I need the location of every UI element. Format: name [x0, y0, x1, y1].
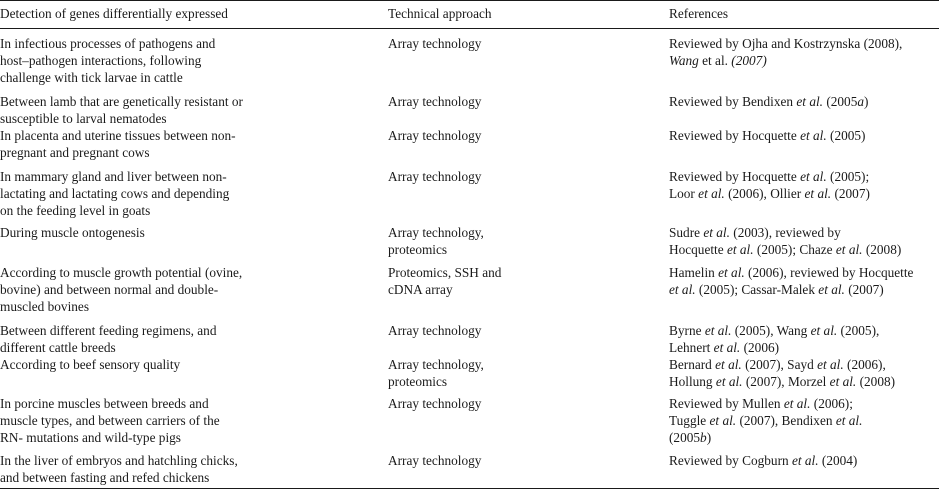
- row-7-references: [669, 322, 939, 356]
- header-references: References: [669, 6, 729, 21]
- row-9-references: [669, 395, 939, 446]
- row-9-genes: In porcine muscles between breeds and muscle types, and between carriers of the RN- mutations and wild-type pigs: [0, 396, 220, 445]
- reference-text: et al.: [800, 169, 827, 184]
- header-rule: [0, 28, 939, 29]
- reference-text: (2007): [844, 282, 884, 297]
- reference-text: (2005); Chaze: [753, 242, 836, 257]
- reference-text: Reviewed by Ojha and Kostrzynska (2008),: [669, 36, 903, 51]
- reference-text: (2005): [826, 128, 866, 143]
- row-4-genes: In mammary gland and liver between non- lactating and lactating cows and depending on the feeding level in goats: [0, 169, 230, 218]
- reference-text: (2006): [740, 340, 780, 355]
- row-3-approach: Array technology: [388, 128, 482, 143]
- row-4-approach: Array technology: [388, 169, 482, 184]
- reference-text: (2007): [727, 53, 767, 68]
- reference-text: (2005: [669, 430, 701, 445]
- reference-text: (2007), Morzel: [742, 374, 830, 389]
- reference-text: Reviewed by Cogburn: [669, 453, 792, 468]
- reference-text: (2005), Lehnert: [669, 323, 880, 355]
- row-10-references: [669, 452, 939, 469]
- reference-text: et al.: [796, 94, 823, 109]
- row-8-references: [669, 356, 939, 390]
- reference-text: (2007), Sayd: [741, 357, 818, 372]
- row-7-genes: Between different feeding regimens, and different cattle breeds: [0, 323, 217, 355]
- reference-text: Reviewed by Bendixen: [669, 94, 797, 109]
- reference-text: ): [706, 430, 712, 445]
- reference-text: et al.: [704, 323, 732, 338]
- reference-text: et al.: [709, 413, 737, 428]
- reference-text: et al.: [713, 340, 741, 355]
- reference-text: Sudre: [669, 225, 704, 240]
- row-2-genes: Between lamb that are genetically resistant or susceptible to larval nematodes: [0, 94, 243, 126]
- reference-text: et al.: [829, 374, 857, 389]
- reference-text: (2006), Hollung: [669, 357, 886, 389]
- row-2-approach: Array technology: [388, 94, 482, 109]
- row-5-approach: Array technology, proteomics: [388, 225, 484, 257]
- reference-text: Wang: [669, 53, 699, 68]
- reference-text: (2005); Loor: [669, 169, 870, 201]
- row-10-genes: In the liver of embryos and hatchling chicks, and between fasting and refed chickens: [0, 453, 238, 485]
- reference-text: et al.: [718, 265, 745, 280]
- reference-text: et al.: [669, 282, 696, 297]
- reference-text: et al.: [702, 53, 728, 68]
- row-7-approach: Array technology: [388, 323, 482, 338]
- top-rule: [0, 0, 939, 1]
- reference-text: (2007), Bendixen: [736, 413, 836, 428]
- reference-text: (2007): [831, 186, 870, 201]
- reference-text: et al.: [835, 242, 863, 257]
- reference-text: et al.: [818, 282, 845, 297]
- row-1-approach: Array technology: [388, 36, 482, 51]
- reference-text: Byrne: [669, 323, 705, 338]
- row-10-approach: Array technology: [388, 453, 482, 468]
- header-approach: Technical approach: [388, 6, 492, 21]
- reference-text: (2005), Wang: [731, 323, 811, 338]
- reference-text: (2006), Ollier: [724, 186, 805, 201]
- row-9-approach: Array technology: [388, 396, 482, 411]
- reference-text: (2003), reviewed by Hocquette: [669, 225, 841, 257]
- reference-text: et al.: [698, 186, 725, 201]
- row-3-references: [669, 127, 939, 144]
- reference-text: Reviewed by Mullen: [669, 396, 784, 411]
- reference-text: Bernard: [669, 357, 716, 372]
- reference-text: (2005); Cassar-Malek: [695, 282, 819, 297]
- header-genes: Detection of genes differentially expressed: [0, 6, 228, 21]
- reference-text: et al.: [800, 128, 827, 143]
- reference-text: (2006), reviewed by Hocquette: [748, 265, 914, 280]
- reference-text: a: [857, 94, 865, 109]
- reference-text: Reviewed by Hocquette: [669, 128, 801, 143]
- reference-text: (2004): [818, 453, 858, 468]
- reference-text: (2008): [862, 242, 902, 257]
- reference-text: et al.: [703, 225, 730, 240]
- reference-text: et al.: [715, 374, 743, 389]
- reference-text: Reviewed by Hocquette: [669, 169, 801, 184]
- reference-text: (2006); Tuggle: [669, 396, 853, 428]
- reference-text: et al.: [835, 413, 863, 428]
- row-8-genes: According to beef sensory quality: [0, 357, 181, 372]
- reference-text: et al.: [791, 453, 819, 468]
- row-8-approach: Array technology, proteomics: [388, 357, 484, 389]
- reference-text: (2005: [823, 94, 858, 109]
- reference-text: et al.: [817, 357, 844, 372]
- row-6-approach: Proteomics, SSH and cDNA array: [388, 265, 502, 297]
- reference-text: et al.: [726, 242, 754, 257]
- row-2-references: [669, 93, 939, 110]
- reference-text: ): [864, 94, 869, 109]
- row-6-genes: According to muscle growth potential (ovine, bovine) and between normal and double- muscled bovines: [0, 265, 243, 314]
- row-6-references: [669, 264, 939, 298]
- row-3-genes: In placenta and uterine tissues between non- pregnant and pregnant cows: [0, 128, 236, 160]
- row-4-references: [669, 168, 939, 202]
- row-5-genes: During muscle ontogenesis: [0, 225, 145, 240]
- row-5-references: [669, 224, 939, 258]
- row-1-references: [669, 35, 939, 69]
- reference-text: et al.: [783, 396, 811, 411]
- row-1-genes: In infectious processes of pathogens and host–pathogen interactions, following challenge with tick larvae in cattle: [0, 36, 216, 85]
- reference-text: et al.: [804, 186, 832, 201]
- reference-text: b: [700, 430, 707, 445]
- reference-text: et al.: [810, 323, 838, 338]
- bottom-rule: [0, 488, 939, 489]
- reference-text: et al.: [715, 357, 742, 372]
- reference-text: Hamelin: [669, 265, 719, 280]
- reference-text: (2008): [856, 374, 896, 389]
